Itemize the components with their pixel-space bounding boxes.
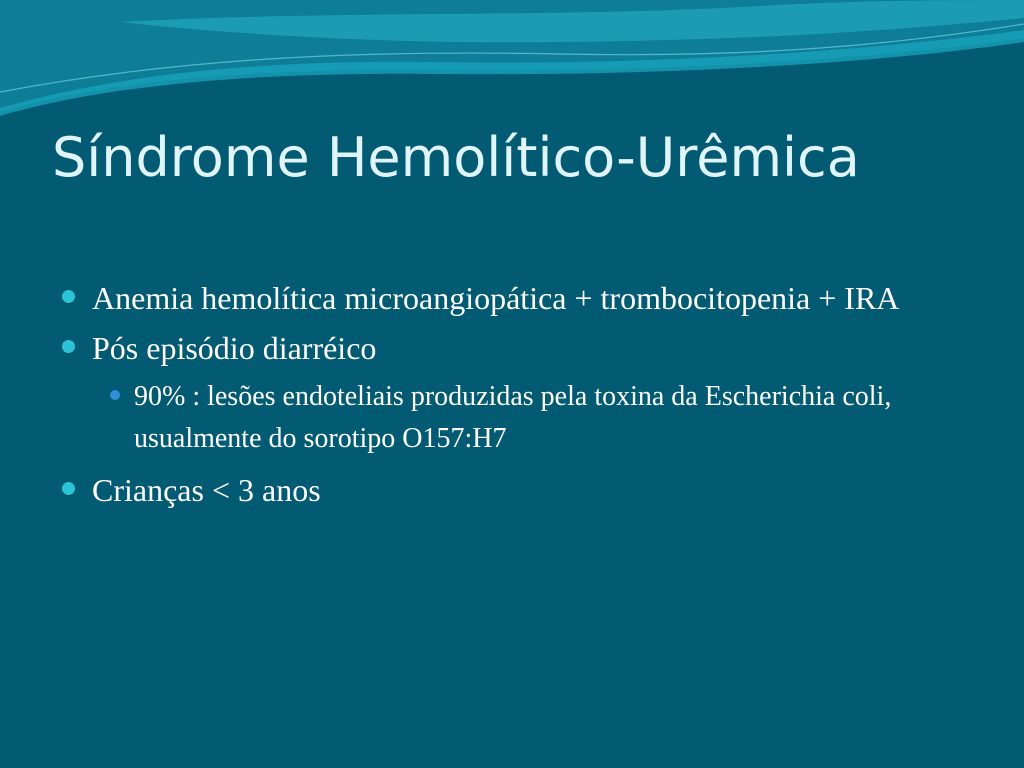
- bullet-text: Pós episódio diarréico: [92, 330, 377, 366]
- slide-title: Síndrome Hemolítico-Urêmica: [52, 126, 860, 189]
- bullet-dot-icon: [62, 482, 75, 495]
- bullet-text: Crianças < 3 anos: [92, 472, 321, 508]
- bullet-dot-icon: [62, 290, 75, 303]
- bullet-list: [62, 276, 982, 518]
- decorative-wave-banner: [0, 0, 1024, 130]
- list-item: [62, 326, 982, 370]
- sub-bullet-dot-icon: [110, 390, 120, 400]
- list-item: [62, 276, 982, 320]
- bullet-dot-icon: [62, 340, 75, 353]
- bullet-text: Anemia hemolítica microangiopática + trombocitopenia + IRA: [92, 280, 900, 316]
- sub-list-item: [62, 376, 982, 460]
- list-item: [62, 468, 982, 512]
- sub-bullet-text: 90% : lesões endoteliais produzidas pela toxina da Escherichia coli, usualmente do sorotipo O157:H7: [134, 381, 892, 454]
